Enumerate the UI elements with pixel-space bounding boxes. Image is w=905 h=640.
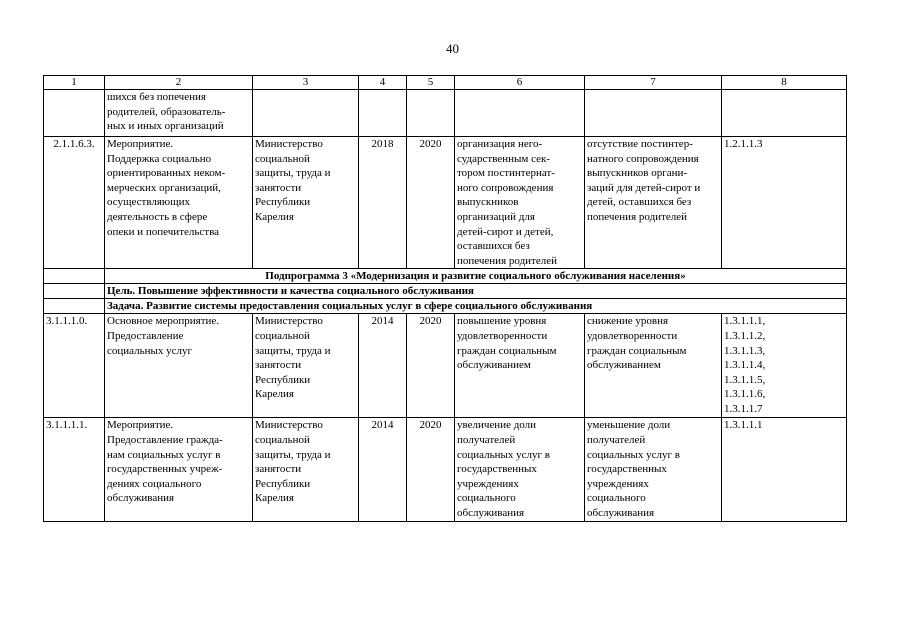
header-col-1: 1 (44, 76, 105, 90)
row-consequences: снижение уровня удовлетворенности граждан социальным обслуживанием (585, 314, 722, 418)
row-start-year: 2014 (359, 314, 407, 418)
table-row-3-1-1-1-0 (44, 314, 847, 418)
row-name: Мероприятие. Поддержка социально ориентированных неком- мерческих организаций, осуществляющих деятельность в сфере опеки и попечительства (105, 137, 253, 269)
row-end-year: 2020 (407, 418, 455, 521)
row-result: повышение уровня удовлетворенности граждан социальным обслуживанием (455, 314, 585, 418)
subprogram-title: Подпрограмма 3 «Модернизация и развитие социального обслуживания населения» (105, 269, 847, 284)
row-indicators: 1.3.1.1.1, 1.3.1.1.2, 1.3.1.1.3, 1.3.1.1.4, 1.3.1.1.5, 1.3.1.1.6, 1.3.1.1.7 (722, 314, 847, 418)
table-row-2-1-1-6-3 (44, 137, 847, 269)
row-indicators: 1.3.1.1.1 (722, 418, 847, 521)
table-row-3-1-1-1-1 (44, 418, 847, 521)
header-col-6: 6 (455, 76, 585, 90)
row-result: организация него- сударственным сек- тором постинтернат- ного сопровождения выпускников организаций для детей-сирот и детей, оставшихся без попечения родителей (455, 137, 585, 269)
header-row (44, 76, 847, 90)
row-code: 2.1.1.6.3. (44, 137, 105, 269)
row-executor: Министерство социальной защиты, труда и занятости Республики Карелия (253, 418, 359, 521)
continuation-row (44, 90, 847, 137)
row-consequences: уменьшение доли получателей социальных услуг в государственных учреждениях социального обслуживания (585, 418, 722, 521)
header-col-7: 7 (585, 76, 722, 90)
header-col-4: 4 (359, 76, 407, 90)
cont-name-cell: шихся без попечения родителей, образователь- ных и иных организаций (105, 90, 253, 137)
header-col-2: 2 (105, 76, 253, 90)
row-executor: Министерство социальной защиты, труда и занятости Республики Карелия (253, 137, 359, 269)
subprogram-row (44, 269, 847, 284)
row-executor: Министерство социальной защиты, труда и занятости Республики Карелия (253, 314, 359, 418)
header-col-8: 8 (722, 76, 847, 90)
cont-executor-cell (253, 90, 359, 137)
cont-start-cell (359, 90, 407, 137)
row-code: 3.1.1.1.0. (44, 314, 105, 418)
subprogram-empty-cell (44, 269, 105, 284)
page-number: 40 (446, 41, 459, 56)
cont-consequences-cell (585, 90, 722, 137)
row-result: увеличение доли получателей социальных услуг в государственных учреждениях социального обслуживания (455, 418, 585, 521)
task-empty-cell (44, 299, 105, 314)
row-consequences: отсутствие постинтер- натного сопровождения выпускников органи- заций для детей-сирот и детей, оставшихся без попечения родителей (585, 137, 722, 269)
cont-code-cell (44, 90, 105, 137)
program-table (43, 75, 847, 522)
header-col-5: 5 (407, 76, 455, 90)
goal-text: Цель. Повышение эффективности и качества социального обслуживания (105, 284, 847, 299)
row-name: Мероприятие. Предоставление гражда- нам социальных услуг в государственных учреж- дениях социального обслуживания (105, 418, 253, 521)
task-text: Задача. Развитие системы предоставления социальных услуг в сфере социального обслуживания (105, 299, 847, 314)
cont-end-cell (407, 90, 455, 137)
cont-result-cell (455, 90, 585, 137)
row-indicators: 1.2.1.1.3 (722, 137, 847, 269)
row-code: 3.1.1.1.1. (44, 418, 105, 521)
goal-empty-cell (44, 284, 105, 299)
row-name: Основное мероприятие. Предоставление социальных услуг (105, 314, 253, 418)
header-col-3: 3 (253, 76, 359, 90)
row-start-year: 2018 (359, 137, 407, 269)
cont-indicators-cell (722, 90, 847, 137)
row-start-year: 2014 (359, 418, 407, 521)
goal-row (44, 284, 847, 299)
row-end-year: 2020 (407, 137, 455, 269)
task-row (44, 299, 847, 314)
row-end-year: 2020 (407, 314, 455, 418)
